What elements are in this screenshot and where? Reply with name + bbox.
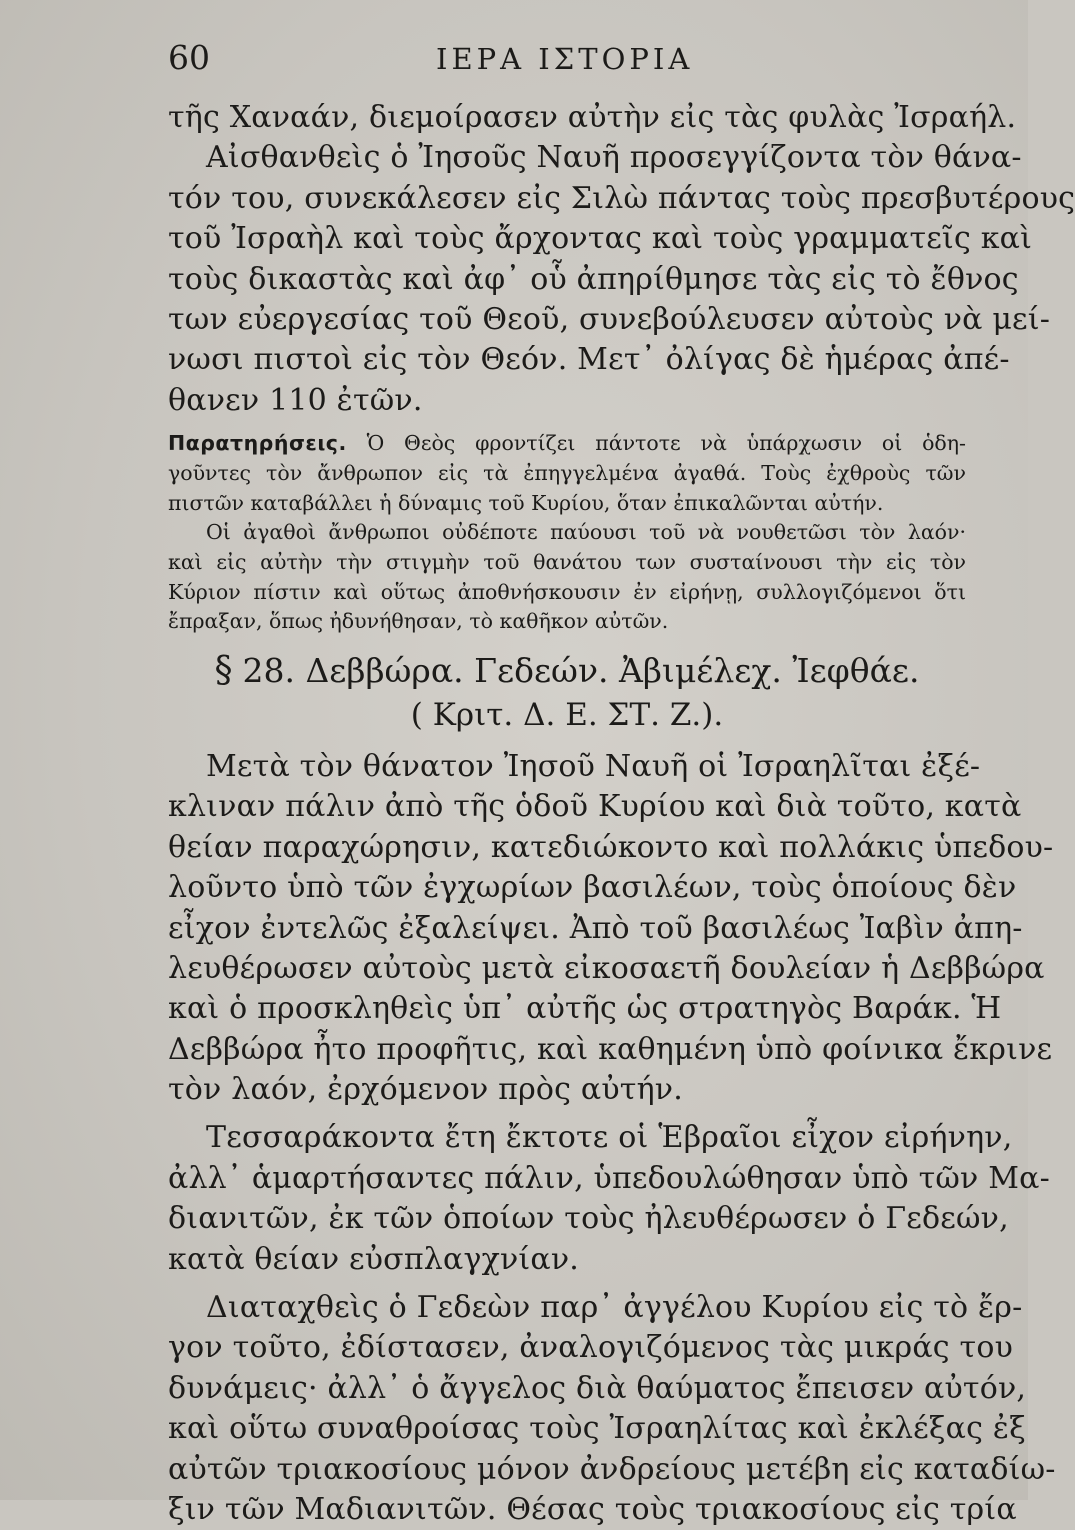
running-head [168, 38, 966, 94]
paragraph-gap [168, 1110, 966, 1118]
page-number: 60 [168, 38, 210, 77]
note-line: Οἱ ἀγαθοὶ ἄνθρωποι οὐδέποτε παύουσι τοῦ νὰ νουθετῶσι τὸν λαόν· [206, 520, 966, 545]
running-title: ΙΕΡΑ ΙΣΤΟΡΙΑ [436, 42, 694, 76]
text-line: τὸν λαόν, ἐρχόμενον πρὸς αὐτήν. [168, 1072, 683, 1108]
section-sign: § [214, 649, 233, 691]
section-reference: ( Κριτ. Δ. Ε. ΣΤ. Ζ.). [410, 696, 724, 733]
text-line: λευθέρωσεν αὐτοὺς μετὰ εἰκοσαετῆ δουλείαν ἡ Δεββώρα [168, 950, 1045, 986]
text-line: καὶ ὁ προσκληθεὶς ὑπ᾽ αὐτῆς ὡς στρατηγὸς Βαράκ. Ἡ [168, 991, 1002, 1027]
text-line: δυνάμεις· ἀλλ᾽ ὁ ἄγγελος διὰ θαύματος ἔπεισεν αὐτόν, [168, 1370, 1027, 1406]
text-line: Μετὰ τὸν θάνατον Ἰησοῦ Ναυῆ οἱ Ἰσραηλῖται ἐξέ- [206, 748, 981, 784]
text-line: ξιν τῶν Μαδιανιτῶν. Θέσας τοὺς τριακοσίους εἰς τρία [168, 1491, 1017, 1527]
text-line: τόν του, συνεκάλεσεν εἰς Σιλὼ πάντας τοὺς πρεσβυτέρους [168, 180, 1075, 216]
paragraph-gap [168, 1280, 966, 1288]
note-line: γοῦντες τὸν ἄνθρωπον εἰς τὰ ἐπηγγελμένα ἀγαθά. Τοὺς ἐχθροὺς τῶν [168, 460, 966, 485]
note-line: καὶ εἰς αὐτὴν τὴν στιγμὴν τοῦ θανάτου των συσταίνουσι τὴν εἰς τὸν [168, 549, 966, 574]
text-line: Δεββώρα ἦτο προφῆτις, καὶ καθημένη ὑπὸ φοίνικα ἔκρινε [168, 1031, 1053, 1067]
note-text: Ὁ Θεὸς φροντίζει πάντοτε νὰ ὑπάρχωσιν οἱ ὁδη- [366, 431, 966, 456]
text-line: γον τοῦτο, ἐδίστασεν, ἀναλογιζόμενος τὰς μικράς του [168, 1330, 1014, 1366]
paragraph-deborah [168, 747, 1054, 1111]
text-line: τοῦ Ἰσραὴλ καὶ τοὺς ἄρχοντας καὶ τοὺς γραμματεῖς καὶ [168, 221, 1033, 257]
observations-label: Παρατηρήσεις. [168, 431, 347, 456]
text-line: Τεσσαράκοντα ἔτη ἔκτοτε οἱ Ἑβραῖοι εἶχον εἰρήνην, [206, 1120, 1013, 1156]
note-line: ἔπραξαν, ὅπως ἠδυνήθησαν, τὸ καθῆκον αὐτῶν. [168, 609, 669, 634]
note-line: Κύριον πίστιν καὶ οὕτως ἀποθνήσκουσιν ἐν εἰρήνῃ, συλλογιζόμενοι ὅτι [168, 579, 966, 604]
section-title: 28. Δεββώρα. Γεδεών. Ἀβιμέλεχ. Ἰεφθάε. [242, 650, 920, 690]
text-line: καὶ οὕτω συναθροίσας τοὺς Ἰσραηλίτας καὶ ἐκλέξας ἐξ [168, 1411, 1026, 1447]
section-heading [168, 649, 966, 693]
text-line: διανιτῶν, ἐκ τῶν ὁποίων τοὺς ἠλευθέρωσεν ὁ Γεδεών, [168, 1201, 1009, 1237]
text-line: κλιναν πάλιν ἀπὸ τῆς ὁδοῦ Κυρίου καὶ διὰ τοῦτο, κατὰ [168, 789, 1022, 825]
text-line: τοὺς δικαστὰς καὶ ἀφ᾽ οὗ ἀπηρίθμησε τὰς εἰς τὸ ἔθνος [168, 261, 1019, 297]
paragraph-madianites [168, 1118, 1050, 1280]
text-line: λοῦντο ὑπὸ τῶν ἐγχωρίων βασιλέων, τοὺς ὁποίους δὲν [168, 870, 1017, 906]
paragraph-gideon [168, 1288, 1056, 1530]
note-line [168, 429, 966, 459]
text-line: νωσι πιστοὶ εἰς τὸν Θεόν. Μετ᾽ ὀλίγας δὲ ἡμέρας ἀπέ- [168, 342, 1010, 378]
paragraph-joshua-death [168, 98, 1075, 421]
text-line: Αἰσθανθεὶς ὁ Ἰησοῦς Ναυῆ προσεγγίζοντα τὸν θάνα- [206, 140, 1022, 176]
text-line: κατὰ θείαν εὐσπλαγχνίαν. [168, 1241, 579, 1277]
text-line: εἶχον ἐντελῶς ἐξαλείψει. Ἀπὸ τοῦ βασιλέως Ἰαβὶν ἀπη- [168, 910, 1023, 946]
text-line: Διαταχθεὶς ὁ Γεδεὼν παρ᾽ ἀγγέλου Κυρίου εἰς τὸ ἔρ- [206, 1290, 1023, 1326]
text-line: ἀλλ᾽ ἁμαρτήσαντες πάλιν, ὑπεδουλώθησαν ὑπὸ τῶν Μα- [168, 1160, 1050, 1196]
text-line: θανεν 110 ἐτῶν. [168, 382, 423, 418]
text-line: αὐτῶν τριακοσίους μόνον ἀνδρείους μετέβη εἰς καταδίω- [168, 1451, 1056, 1487]
observations-note [168, 429, 966, 637]
note-line: πιστῶν καταβάλλει ἡ δύναμις τοῦ Κυρίου, ὅταν ἐπικαλῶνται αὐτήν. [168, 490, 884, 515]
text-line: θείαν παραχώρησιν, κατεδιώκοντο καὶ πολλάκις ὑπεδου- [168, 829, 1054, 865]
text-line: τῆς Χαναάν, διεμοίρασεν αὐτὴν εἰς τὰς φυλὰς Ἰσραήλ. [168, 100, 1017, 135]
text-line: των εὐεργεσίας τοῦ Θεοῦ, συνεβούλευσεν αὐτοὺς νὰ μεί- [168, 301, 1051, 337]
